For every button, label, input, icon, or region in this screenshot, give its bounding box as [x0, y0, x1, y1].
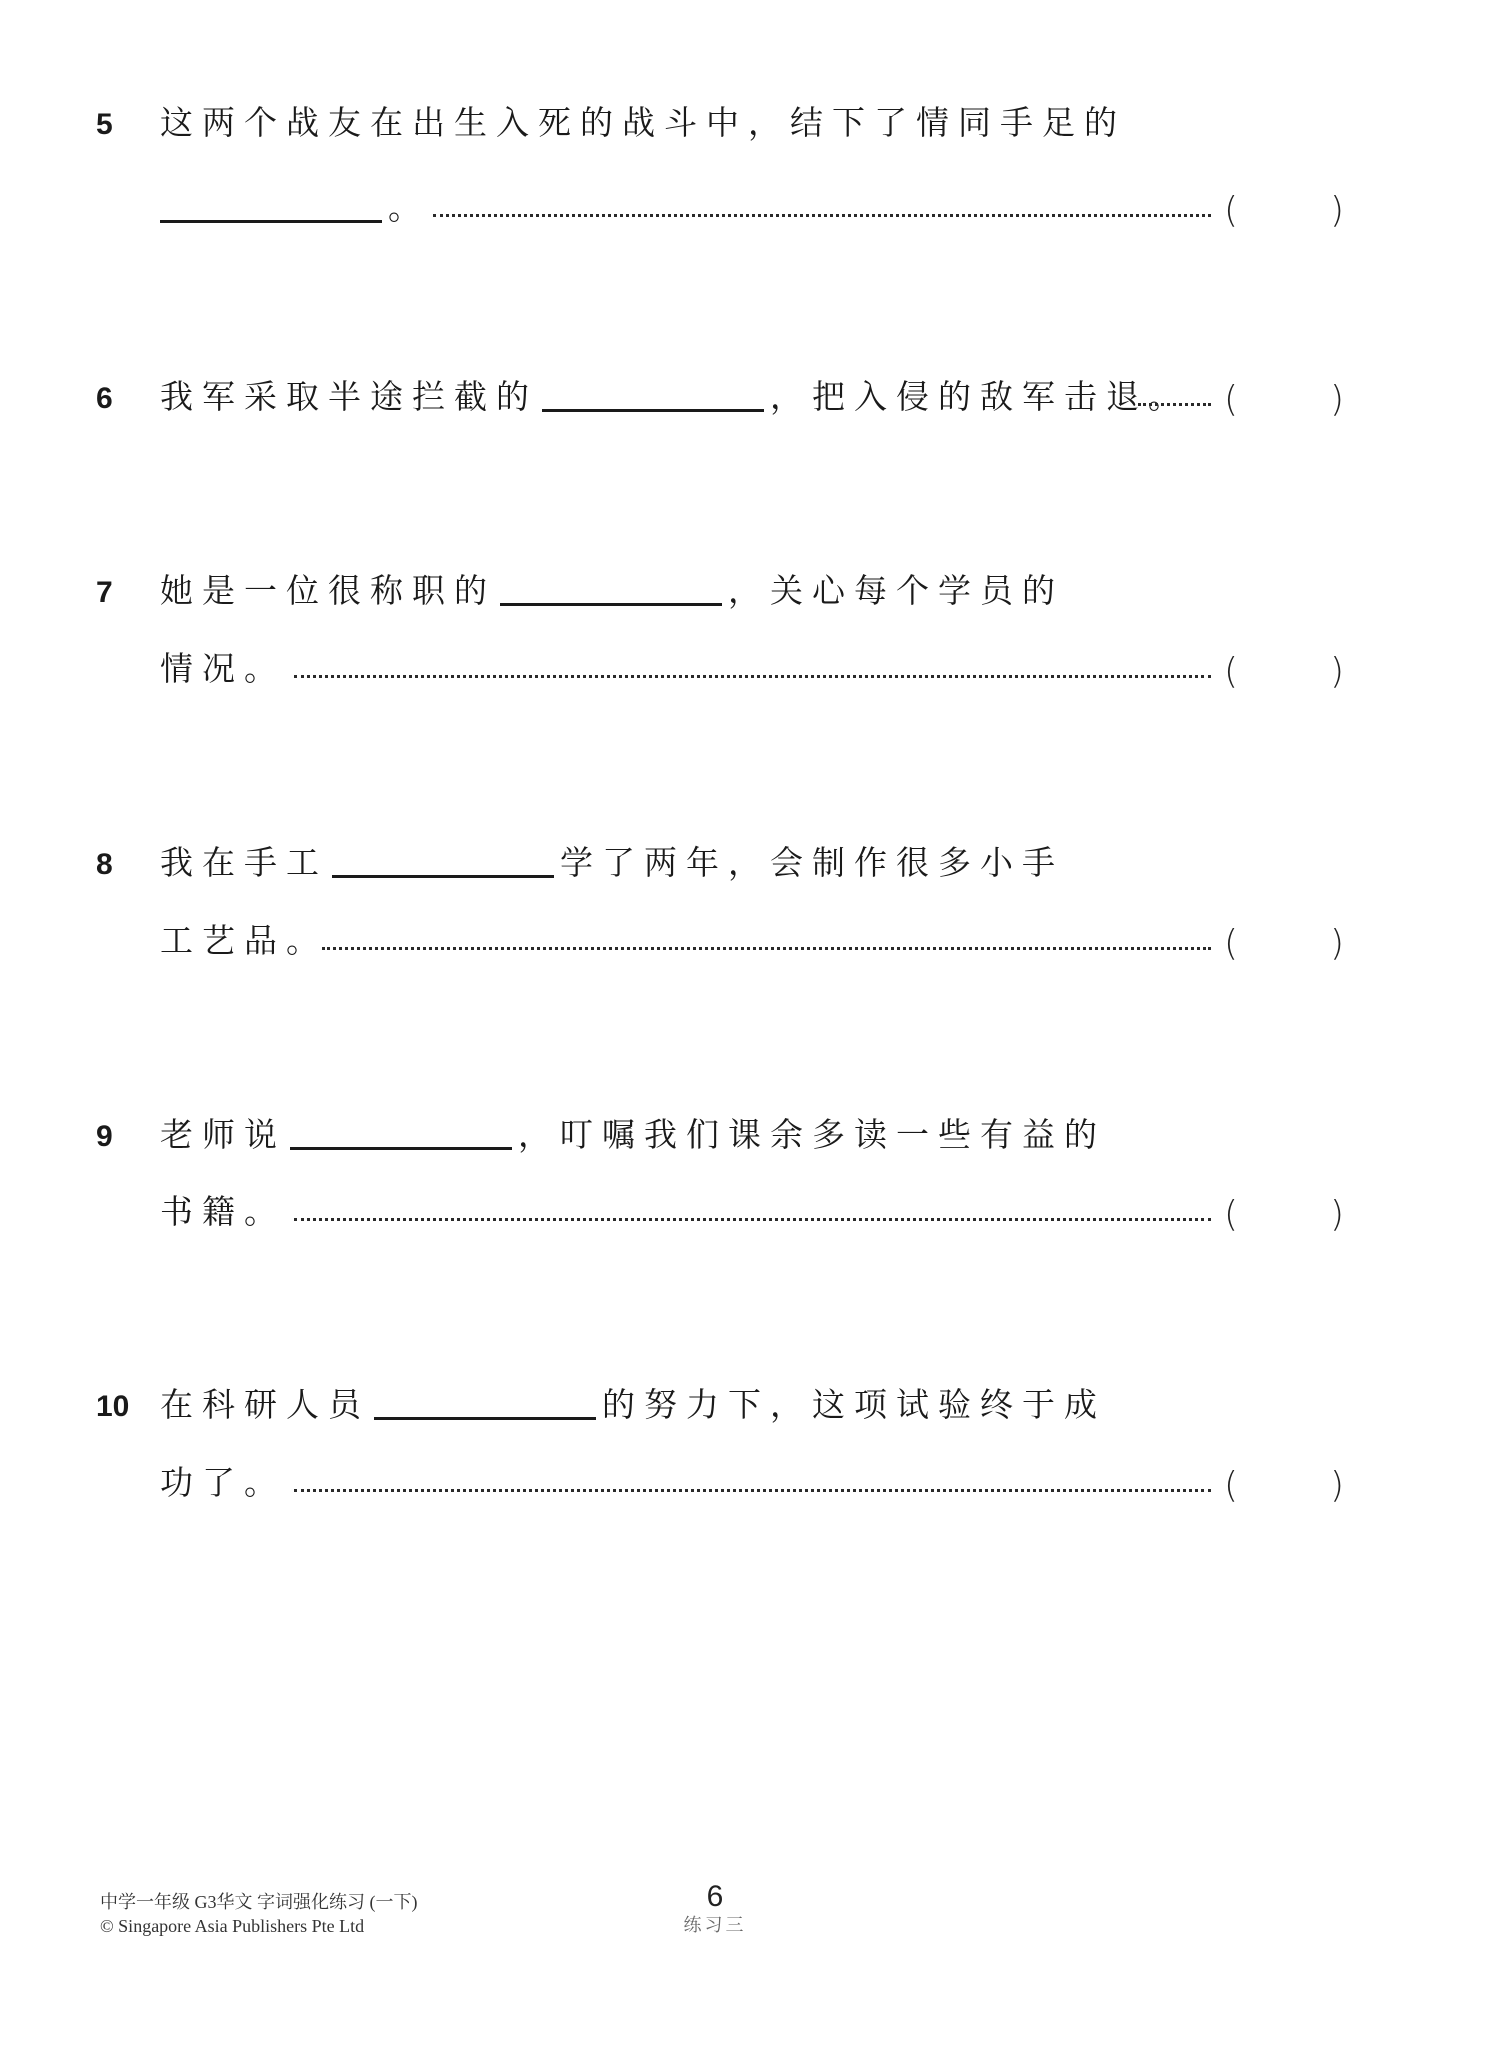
question-number: 9 — [96, 1120, 113, 1153]
answer-bracket-open: ( — [1224, 379, 1239, 420]
question-7-line-2 — [0, 644, 1501, 694]
answer-bracket-close: ) — [1330, 1194, 1345, 1235]
fill-in-blank[interactable] — [290, 1147, 512, 1150]
question-6-line-1 — [0, 372, 1501, 422]
footer-page-info — [665, 1880, 765, 1938]
answer-bracket-close: ) — [1330, 923, 1345, 964]
answer-bracket-open: ( — [1224, 651, 1239, 692]
question-text — [160, 97, 1126, 144]
question-text-part: 我军采取半途拦截的 — [160, 377, 538, 416]
question-text-part: 老师说 — [160, 1115, 286, 1154]
question-text — [160, 837, 1064, 884]
leader-dots — [294, 1489, 1211, 1492]
question-text-part: 工艺品。 — [160, 921, 328, 960]
fill-in-blank[interactable] — [542, 409, 764, 412]
question-text-part: 这两个战友在出生入死的战斗中，结下了情同手足的 — [160, 103, 1126, 142]
question-text-part: 功了。 — [160, 1463, 286, 1502]
fill-in-blank[interactable] — [374, 1417, 596, 1420]
fill-in-blank[interactable] — [332, 875, 554, 878]
question-number: 10 — [96, 1390, 130, 1423]
question-text-part: 我在手工 — [160, 843, 328, 882]
book-title: 中学一年级 G3华文 字词强化练习 (一下) — [100, 1892, 418, 1912]
fill-in-blank[interactable] — [160, 220, 382, 223]
question-text — [160, 1109, 1106, 1156]
question-text-part: ，关心每个学员的 — [728, 571, 1064, 610]
question-text-part: 她是一位很称职的 — [160, 571, 496, 610]
question-8-line-1 — [0, 838, 1501, 888]
question-9-line-1 — [0, 1110, 1501, 1160]
answer-bracket-close: ) — [1330, 190, 1345, 231]
question-text — [160, 643, 286, 690]
question-text — [160, 182, 430, 229]
answer-bracket-open: ( — [1224, 923, 1239, 964]
question-text — [160, 371, 1190, 418]
question-7-line-1 — [0, 566, 1501, 616]
question-text — [160, 565, 1064, 612]
question-text — [160, 1457, 286, 1504]
question-text-part: 在科研人员 — [160, 1385, 370, 1424]
section-label: 练习三 — [683, 1915, 747, 1936]
page-number: 6 — [706, 1880, 724, 1913]
question-number: 5 — [96, 108, 113, 141]
question-number: 7 — [96, 576, 113, 609]
answer-bracket-close: ) — [1330, 379, 1345, 420]
question-8-line-2 — [0, 916, 1501, 966]
question-5-line-2 — [0, 183, 1501, 233]
question-text-part: ，把入侵的敌军击退。 — [770, 377, 1190, 416]
question-text-part: 学了两年，会制作很多小手 — [560, 843, 1064, 882]
question-number: 8 — [96, 848, 113, 881]
answer-bracket-open: ( — [1224, 1465, 1239, 1506]
question-text-part: 书籍。 — [160, 1192, 286, 1231]
question-text — [160, 1186, 286, 1233]
footer-credits — [100, 1890, 418, 1938]
answer-bracket-open: ( — [1224, 190, 1239, 231]
leader-dots — [322, 947, 1211, 950]
question-10-line-1 — [0, 1380, 1501, 1430]
question-9-line-2 — [0, 1187, 1501, 1237]
fill-in-blank[interactable] — [500, 603, 722, 606]
question-text-part: 。 — [388, 188, 430, 227]
leader-dots — [433, 214, 1211, 217]
leader-dots — [1138, 403, 1211, 406]
answer-bracket-close: ) — [1330, 1465, 1345, 1506]
question-5-line-1 — [0, 98, 1501, 148]
answer-bracket-open: ( — [1224, 1194, 1239, 1235]
question-text-part: 的努力下，这项试验终于成 — [602, 1385, 1106, 1424]
question-10-line-2 — [0, 1458, 1501, 1508]
copyright: © Singapore Asia Publishers Pte Ltd — [100, 1916, 365, 1936]
question-text-part: 情况。 — [160, 649, 286, 688]
question-text — [160, 1379, 1106, 1426]
question-number: 6 — [96, 382, 113, 415]
question-text-part: ，叮嘱我们课余多读一些有益的 — [518, 1115, 1106, 1154]
answer-bracket-close: ) — [1330, 651, 1345, 692]
leader-dots — [294, 1218, 1211, 1221]
question-text — [160, 915, 328, 962]
leader-dots — [294, 675, 1211, 678]
